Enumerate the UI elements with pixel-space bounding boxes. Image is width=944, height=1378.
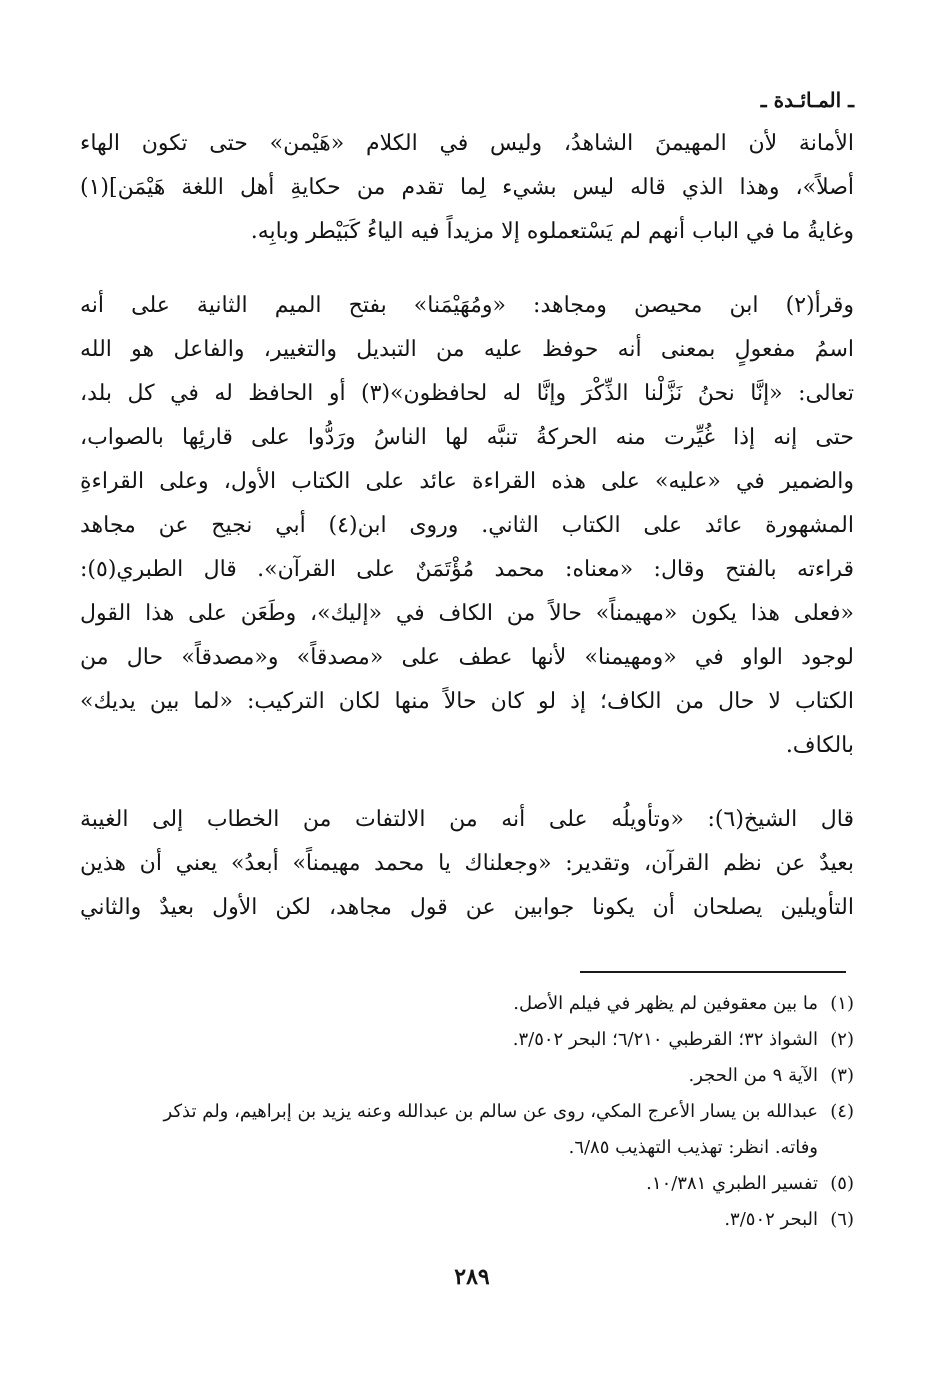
text-line: التأويلين يصلحان أن يكونا جوابين عن قول مجاهد، لكن الأول بعيدٌ والثاني [80,895,854,920]
footnote-number: (٣) [830,1065,854,1086]
footnote [80,986,854,1022]
text-line: أصلاً»، وهذا الذي قاله ليس بشيء لِما تقدم من حكايةِ أهل اللغة هَيْمَن](١) [80,175,854,200]
page-number: ٢٨٩ [454,1264,490,1290]
paragraph [80,122,854,254]
footnote-text: تفسير الطبري ١٠/٣٨١. [646,1173,818,1194]
footnote-text: عبدالله بن يسار الأعرج المكي، روى عن سالم بن عبدالله وعنه يزيد بن إبراهيم، ولم تذكر [163,1101,818,1122]
text-line: لوجود الواو في «ومهيمنا» لأنها عطف على «مصدقاً» و«مصدقاً» حال من [80,645,854,670]
text-line: تعالى: «إنَّا نحنُ نَزَّلْنا الذِّكْرَ وإنَّا له لحافظون»(٣) أو الحافظ له في كل بلد، [80,381,854,406]
footnote-text: ما بين معقوفين لم يظهر في فيلم الأصل. [513,993,818,1014]
text-line: وغايةُ ما في الباب أنهم لم يَسْتعملوه إلا مزيداً فيه الياءُ كَبَيْطر وبابِه. [250,219,854,244]
text-line: قال الشيخ(٦): «وتأويلُه على أنه من الالتفات من الخطاب إلى الغيبة [80,807,854,832]
text-line: المشهورة عائد على الكتاب الثاني. وروى ابن(٤) أبي نجيح عن مجاهد [80,513,854,538]
footnote-number: (٥) [830,1173,854,1194]
text-line: الأمانة لأن المهيمنَ الشاهدُ، وليس في الكلام «هَيْمن» حتى تكون الهاء [80,131,854,156]
footnotes [80,986,854,1238]
paragraph [80,284,854,768]
paragraph [80,798,854,930]
footnote-text: الآية ٩ من الحجر. [688,1065,818,1086]
running-head: ـ المـائـدة ـ [760,88,854,112]
footnote-number: (٤) [830,1101,854,1122]
footnote [80,1022,854,1058]
text-line: «فعلى هذا يكون «مهيمناً» حالاً من الكاف في «إليك»، وطَعَن على هذا القول [80,601,854,626]
text-line: اسمُ مفعولٍ بمعنى أنه حوفظ عليه من التبديل والتغيير، والفاعل هو الله [80,337,854,362]
footnote [80,1094,854,1130]
main-text [80,122,854,930]
text-line: قراءته بالفتح وقال: «معناه: محمد مُؤْتَمَنٌ على القرآن». قال الطبري(٥): [80,557,854,582]
text-line: حتى إنه إذا غُيِّرت منه الحركةُ تنبَّه لها الناسُ ورَدُّوا على قارئِها بالصواب، [80,425,854,450]
text-line: بعيدٌ عن نظم القرآن، وتقدير: «وجعلناك يا محمد مهيمناً» أبعدُ» يعني أن هذين [80,851,854,876]
footnote-text: الشواذ ٣٢؛ القرطبي ٦/٢١٠؛ البحر ٣/٥٠٢. [512,1029,818,1050]
footnote-text: البحر ٣/٥٠٢. [724,1209,818,1230]
footnote [80,1202,854,1238]
footnote-divider [580,971,846,973]
footnote [80,1058,854,1094]
text-line: الكتاب لا حال من الكاف؛ إذ لو كان حالاً منها لكان التركيب: «لما بين يديك» [80,689,854,714]
text-line: والضمير في «عليه» على هذه القراءة عائد على الكتاب الأول، وعلى القراءةِ [80,469,854,494]
footnote-continuation: وفاته. انظر: تهذيب التهذيب ٦/٨٥. [568,1137,818,1158]
footnote [80,1166,854,1202]
text-line: بالكاف. [785,733,854,758]
footnote-number: (٦) [830,1209,854,1230]
footnote-number: (٢) [830,1029,854,1050]
footnote-number: (١) [830,993,854,1014]
text-line: وقرأ(٢) ابن محيصن ومجاهد: «ومُهَيْمَنا» بفتح الميم الثانية على أنه [80,293,854,318]
